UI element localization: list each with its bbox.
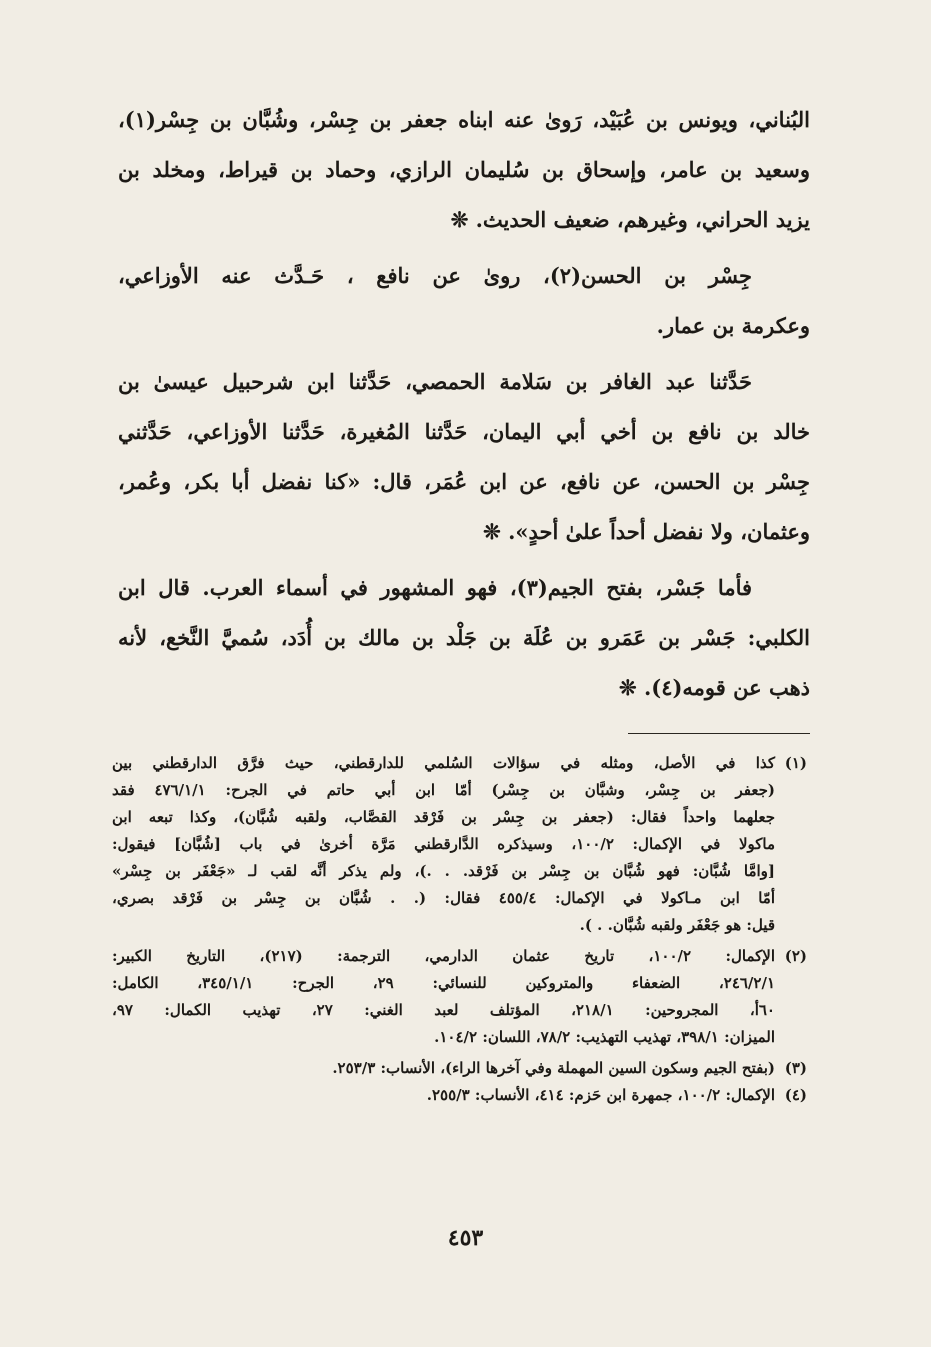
- text-line: يزيد الحراني، وغيرهم، ضعيف الحديث. ❊: [450, 207, 810, 232]
- main-text: [118, 95, 810, 713]
- footnote-divider: [628, 733, 810, 734]
- text-line: جِسْر بن الحسن، عن نافع، عن ابن عُمَر، قال: «كنا نفضل أبا بكر، وعُمر،: [118, 469, 810, 494]
- footnotes: [112, 750, 807, 1109]
- text-line: خالد بن نافع بن أخي أبي اليمان، حَدَّثنا المُغيرة، حَدَّثنا الأوزاعي، حَدَّثني: [118, 419, 810, 444]
- footnote-number: (٢): [784, 947, 807, 965]
- footnote-line: (جعفر بن جِسْر، وشبَّان بن جِسْر) أمّا ابن أبي حاتم في الجرح: ٤٧٦/١/١ فقد: [112, 781, 776, 799]
- footnote-line: أمّا ابن مـاكولا في الإكمال: ٤٥٥/٤ فقال: (. . شُبَّان بن جِسْر بن فَرْقد بصري،: [112, 889, 775, 907]
- footnote-line: (١)كذا في الأصل، ومثله في سؤالات السُلمي للدارقطني، حيث فرَّق الدارقطني بين: [112, 750, 807, 777]
- footnote-line: قيل: هو جَعْفَر ولقبه شُبَّان. . ).: [579, 916, 775, 934]
- footnote-line: ٦٠أ، المجروحين: ٢١٨/١، المؤتلف لعبد الغني: ٢٧، تهذيب الكمال: ٩٧،: [112, 1001, 775, 1019]
- text-line: البُناني، ويونس بن عُبَيْد، رَوىٰ عنه ابناه جعفر بن جِسْر، وشُبَّان بن جِسْر(١)،: [118, 107, 810, 132]
- text-line: حَدَّثنا عبد الغافر بن سَلامة الحمصي، حَدَّثنا ابن شرحبيل عيسىٰ بن: [118, 369, 752, 394]
- footnote-number: (١): [784, 754, 807, 772]
- footnote-line: ماكولا في الإكمال: ١٠٠/٢، وسيذكره الدَّارقطني مَرَّة أخرىٰ في باب [شُبَّان] فيقول:: [112, 835, 775, 853]
- footnote-line: (٤)الإكمال: ١٠٠/٢، جمهرة ابن حَزم: ٤١٤، الأنساب: ٢٥٥/٣.: [112, 1082, 807, 1109]
- footnote-line: الميزان: ٣٩٨/١، تهذيب التهذيب: ٧٨/٢، اللسان: ١٠٤/٢.: [434, 1028, 775, 1046]
- text-line: جِسْر بن الحسن(٢)، روىٰ عن نافع ، حَـدَّث عنه الأوزاعي،: [118, 263, 753, 288]
- text-line: ذهب عن قومه(٤). ❊: [619, 675, 810, 700]
- text-line: وعكرمة بن عمار.: [656, 313, 810, 338]
- text-line: وعثمان، ولا نفضل أحداً علىٰ أحدٍ». ❊: [483, 519, 810, 544]
- text-line: وسعيد بن عامر، وإسحاق بن سُليمان الرازي، وحماد بن قيراط، ومخلد بن: [118, 157, 810, 182]
- text-line: الكلبي: جَسْر بن عَمَرو بن عُلَة بن جَلْد بن مالك بن أُدَد، سُميَّ النَّخع، لأنه: [118, 625, 810, 650]
- text-line: فأما جَسْر، بفتح الجيم(٣)، فهو المشهور في أسماء العرب. قال ابن: [118, 575, 752, 600]
- footnote-line: (٣)(بفتح الجيم وسكون السين المهملة وفي آخرها الراء)، الأنساب: ٢٥٣/٣.: [112, 1055, 807, 1082]
- footnote-line: ٢٤٦/٢/١، الضعفاء والمتروكين للنسائي: ٢٩، الجرح: ٣٤٥/١/١، الكامل:: [112, 974, 776, 992]
- footnote-line: [وامَّا شُبَّان: فهو شُبَّان بن جِسْر بن فَرْقد. . .)، ولم يذكر أنَّه لقب لـ «جَعْفَر بن جِسْر»: [112, 862, 775, 880]
- footnote-number: (٣): [784, 1059, 807, 1077]
- footnote-line: (٢)الإكمال: ١٠٠/٢، تاريخ عثمان الدارمي، الترجمة: (٢١٧)، التاريخ الكبير:: [112, 943, 807, 970]
- footnote-number: (٤): [784, 1086, 807, 1104]
- footnote-line: جعلهما واحداً فقال: (جعفر بن جِسْر بن فَرْقد القصَّاب، ولقبه شُبَّان)، وكذا تبعه ابن: [112, 808, 775, 826]
- page-number: ٤٥٣: [447, 1225, 484, 1251]
